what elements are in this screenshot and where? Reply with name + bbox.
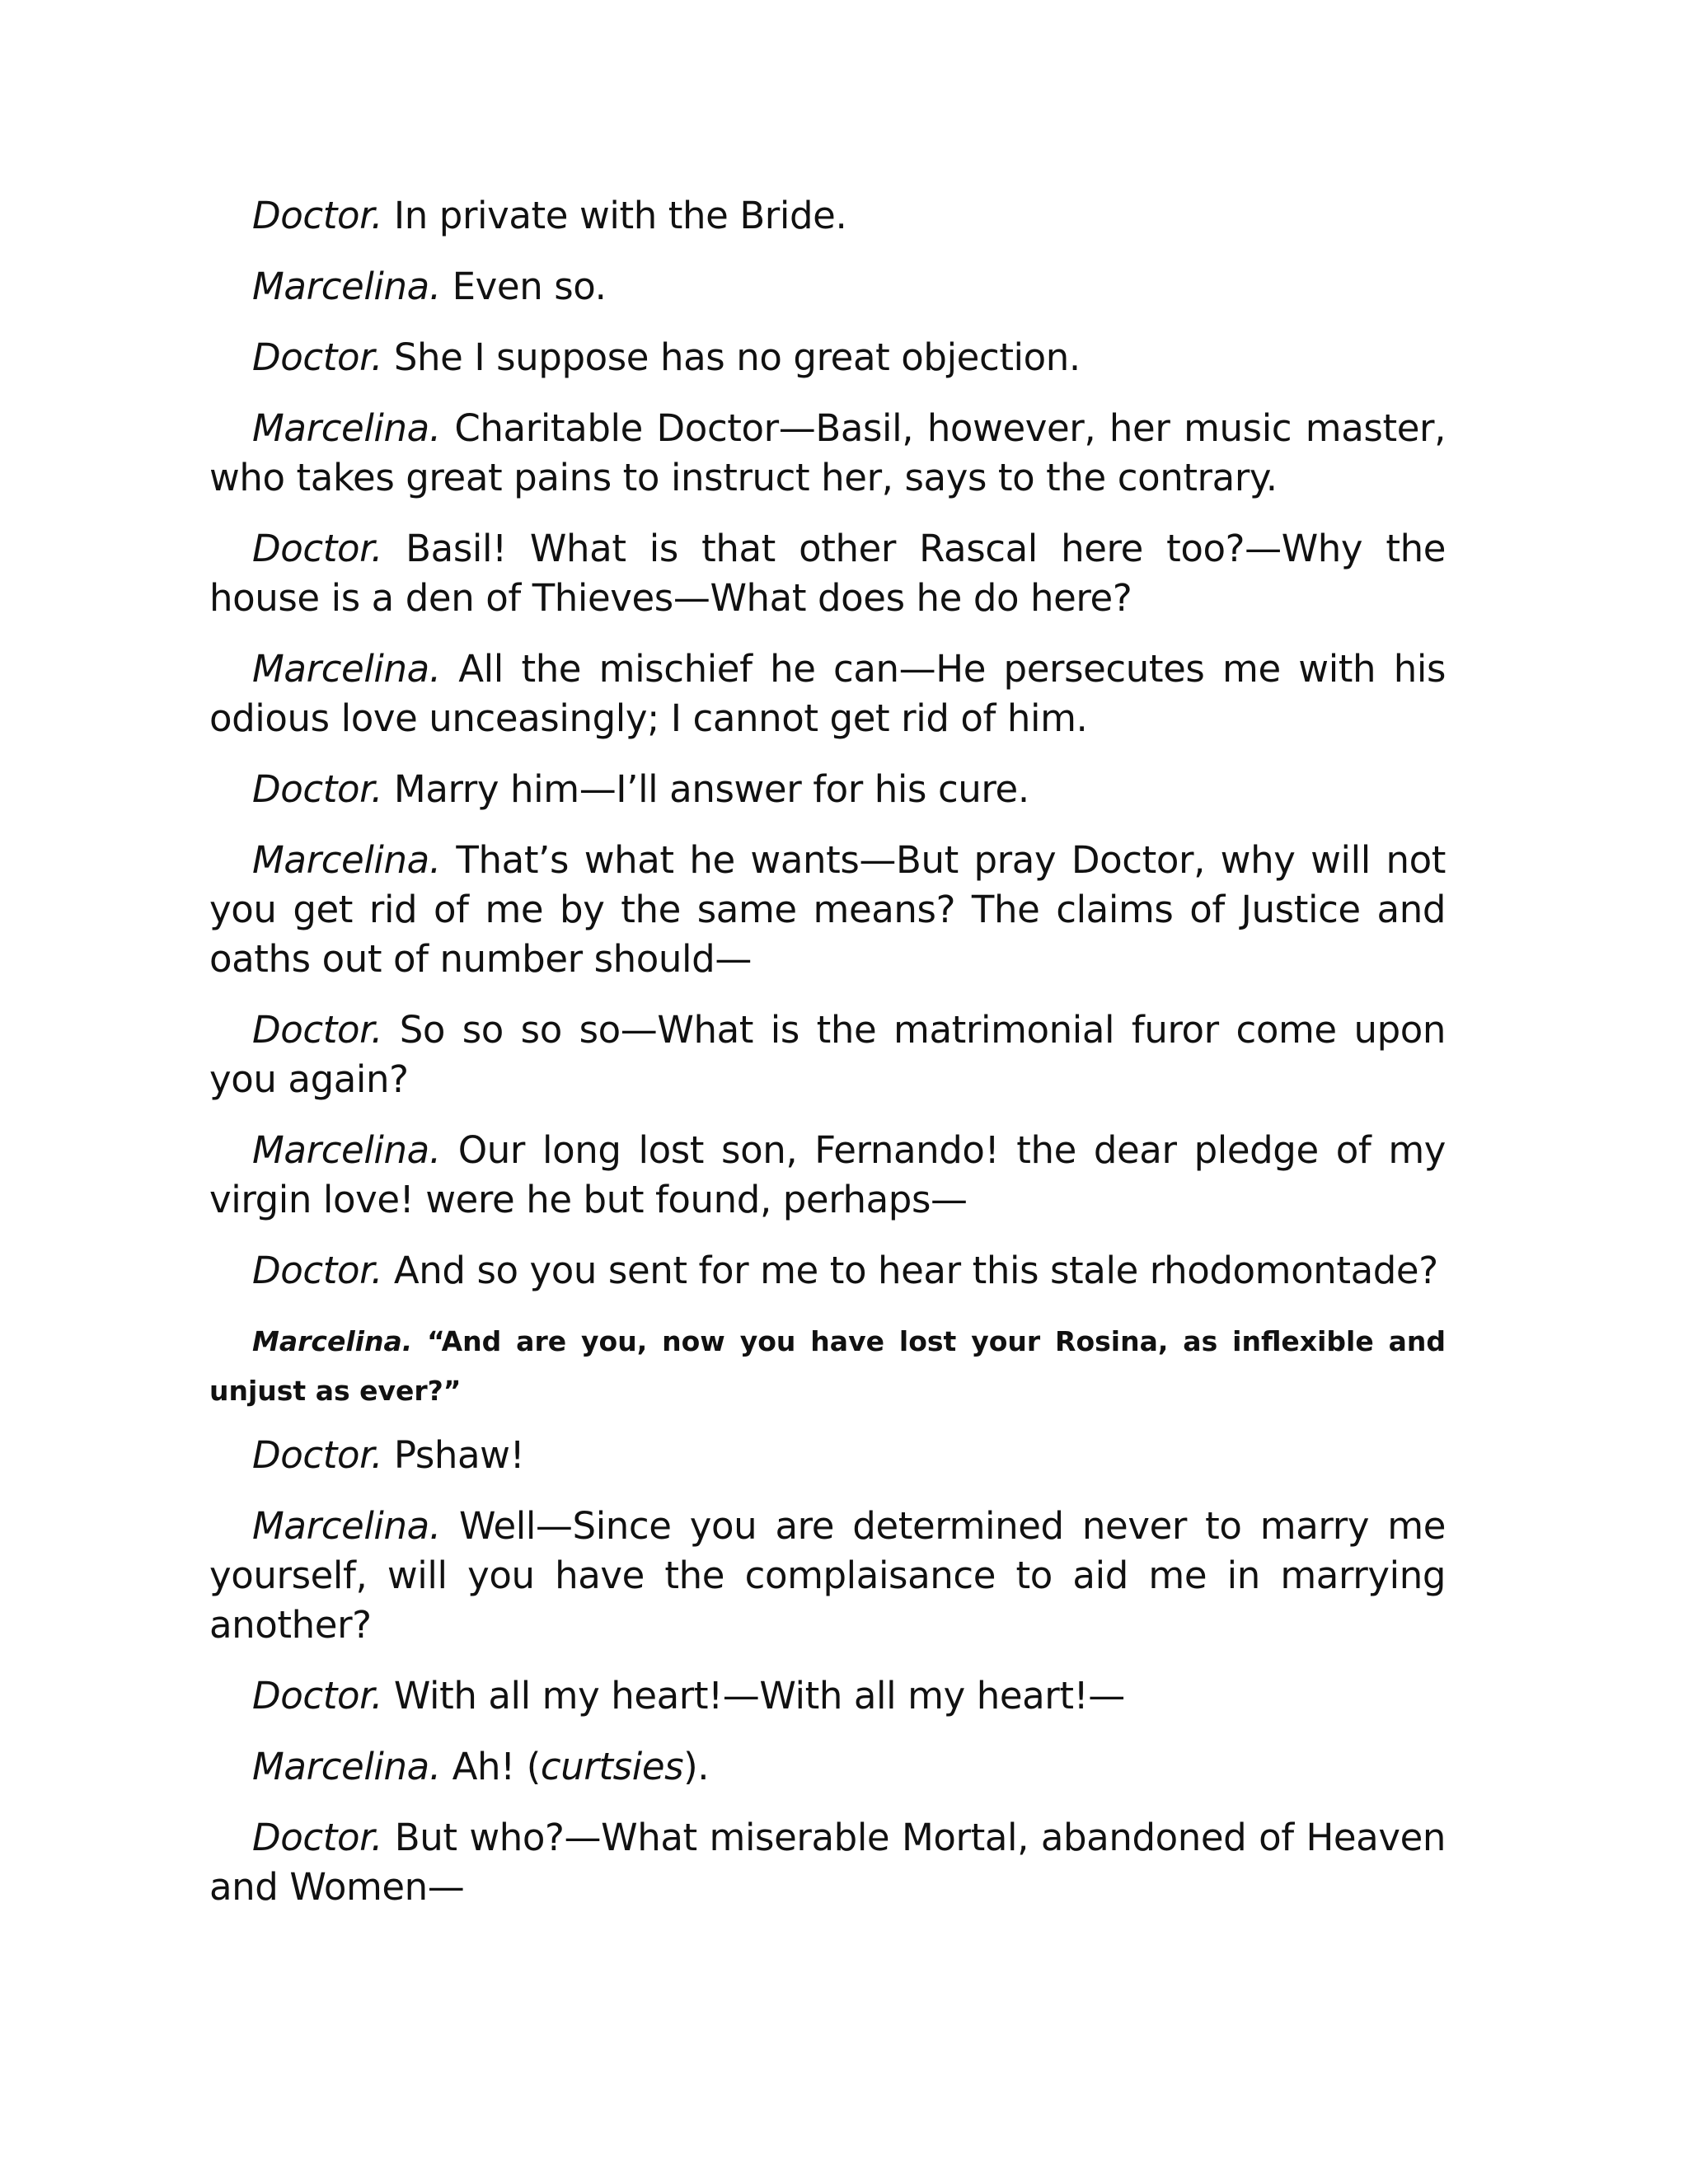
dialogue-line xyxy=(209,765,1446,814)
speaker-name: Doctor. xyxy=(252,194,382,237)
dialogue-line xyxy=(209,524,1446,623)
speaker-name: Doctor. xyxy=(252,335,382,379)
speaker-name: Doctor. xyxy=(252,1008,382,1052)
dialogue-text: She I suppose has no great objection. xyxy=(382,335,1081,379)
dialogue-line xyxy=(209,1742,1446,1792)
dialogue-text: So so so so—What is the matrimonial furor come upon you again? xyxy=(209,1008,1446,1101)
speaker-name: Marcelina. xyxy=(252,1745,441,1788)
speaker-name: Doctor. xyxy=(252,767,382,811)
dialogue-text: In private with the Bride. xyxy=(382,194,847,237)
dialogue-line xyxy=(209,1502,1446,1650)
dialogue-line xyxy=(209,191,1446,241)
dialogue-text: All the mischief he can—He persecutes me with his odious love unceasingly; I cannot get rid of him. xyxy=(209,647,1446,740)
dialogue-text: And so you sent for me to hear this stale rhodomontade? xyxy=(382,1249,1438,1292)
dialogue-line xyxy=(209,1813,1446,1912)
page-body xyxy=(209,191,1446,1933)
speaker-name: Doctor. xyxy=(252,527,382,570)
dialogue-text: Well—Since you are determined never to marry me yourself, will you have the complaisance to aid me in marrying another? xyxy=(209,1504,1446,1647)
speaker-name: Marcelina. xyxy=(252,838,441,882)
dialogue-line xyxy=(209,1431,1446,1480)
speaker-name: Marcelina. xyxy=(252,406,441,450)
dialogue-line xyxy=(209,1126,1446,1225)
speaker-name: Doctor. xyxy=(252,1674,382,1718)
dialogue-line xyxy=(209,404,1446,503)
speaker-name: Marcelina. xyxy=(252,1504,441,1548)
dialogue-text: With all my heart!—With all my heart!— xyxy=(382,1674,1125,1718)
dialogue-text: But who?—What miserable Mortal, abandoned of Heaven and Women— xyxy=(209,1816,1446,1909)
speaker-name: Doctor. xyxy=(252,1816,382,1859)
speaker-name: Doctor. xyxy=(252,1249,382,1292)
dialogue-text: That’s what he wants—But pray Doctor, why will not you get rid of me by the same means? The claims of Justice and oaths out of number should— xyxy=(209,838,1446,981)
dialogue-line-bold xyxy=(209,1317,1446,1416)
dialogue-line xyxy=(209,836,1446,984)
dialogue-line xyxy=(209,1671,1446,1721)
dialogue-line xyxy=(209,1005,1446,1104)
speaker-name: Doctor. xyxy=(252,1433,382,1477)
dialogue-line xyxy=(209,644,1446,743)
dialogue-text: Pshaw! xyxy=(382,1433,525,1477)
dialogue-line xyxy=(209,1246,1446,1296)
dialogue-text: Our long lost son, Fernando! the dear pledge of my virgin love! were he but found, perhaps— xyxy=(209,1128,1446,1221)
dialogue-text: Marry him—I’ll answer for his cure. xyxy=(382,767,1029,811)
dialogue-line xyxy=(209,333,1446,382)
dialogue-line xyxy=(209,262,1446,312)
dialogue-text: Basil! What is that other Rascal here too?—Why the house is a den of Thieves—What does he do here? xyxy=(209,527,1446,620)
speaker-name: Marcelina. xyxy=(252,647,441,691)
dialogue-text: Even so. xyxy=(440,265,607,308)
speaker-name: Marcelina. xyxy=(252,265,441,308)
speaker-name: Marcelina. xyxy=(252,1128,441,1172)
stage-direction: curtsies xyxy=(540,1745,684,1788)
dialogue-text-after: ). xyxy=(683,1745,710,1788)
dialogue-text: Charitable Doctor—Basil, however, her music master, who takes great pains to instruct her, says to the contrary. xyxy=(209,406,1446,499)
dialogue-text: Ah! ( xyxy=(440,1745,541,1788)
dialogue-text: “And are you, now you have lost your Rosina, as inflexible and unjust as ever?” xyxy=(209,1325,1446,1407)
speaker-name: Marcelina. xyxy=(252,1325,413,1357)
